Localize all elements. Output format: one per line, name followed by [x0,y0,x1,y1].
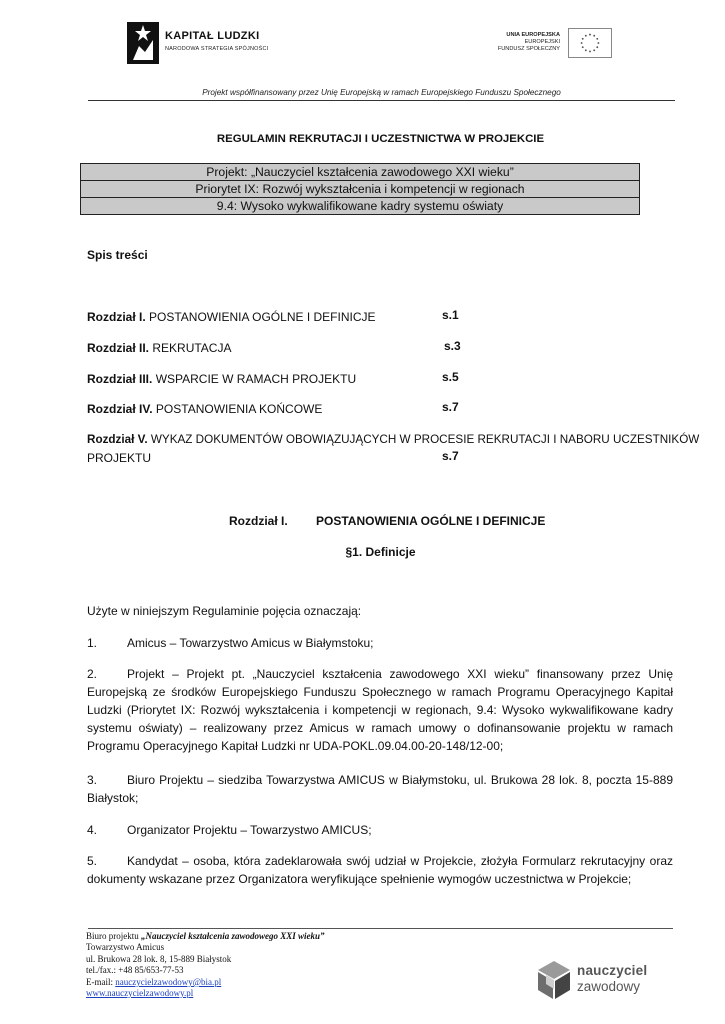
toc-label: Rozdział II. [87,341,150,355]
chapter-label: Rozdział I. [229,514,288,528]
document-title: REGULAMIN REKRUTACJI I UCZESTNICTWA W PROJEKCIE [216,133,545,145]
toc-page-3: s.5 [442,370,459,384]
chapter-title: POSTANOWIENIA OGÓLNE I DEFINICJE [316,514,546,528]
nauczyciel-zawodowy-logo [535,957,675,1003]
toc-entry-2 [87,339,231,357]
toc-entry-1 [87,308,376,326]
logo-line-1: nauczyciel [577,963,648,978]
definition-text: Kandydat – osoba, która zadeklarowała swój udział w Projekcie, złożyła Formularz rekrutacyjny oraz dokumenty wskazane przez Organizatora weryfikujące spełnienie wymogów uczestnictwa w Projekcie; [87,854,673,886]
definition-number: 2. [87,667,98,681]
kapital-ludzki-subtitle: NARODOWA STRATEGIA SPÓJNOŚCI [165,46,269,52]
definition-text: Biuro Projektu – siedziba Towarzystwa AMICUS w Białymstoku, ul. Brukowa 28 lok. 8, poczta 15-889 Białystok; [87,773,673,805]
footer-address: ul. Brukowa 28 lok. 8, 15-889 Białystok [86,954,232,964]
footer-email-link[interactable]: nauczycielzawodowy@bia.pl [115,977,222,987]
definitions-intro: Użyte w niniejszym Regulaminie pojęcia oznaczają: [87,604,362,618]
definition-text: Projekt – Projekt pt. „Nauczyciel kształcenia zawodowego XXI wieku” finansowany przez Unię Europejską ze środków Europejskiego Funduszu Społecznego w ramach Programu Operacyjnego Kapitał Ludzki (Priorytet IX: Rozwój wykształcenia i kompetencji w regionach, 9.4: Wysoko wykwalifikowane kadry systemu oświaty) – realizowany przez Amicus w ramach umowy o dofinansowanie projektu w ramach Programu Operacyjnego Kapitał Ludzki nr UDA-POKL.09.04.00-20-148/12-00; [87,667,673,753]
eu-line-1: UNIA EUROPEJSKA [506,32,560,38]
eu-line-3: FUNDUSZ SPOŁECZNY [497,46,560,52]
project-info-table [80,163,640,215]
footer-email-line [86,977,221,988]
toc-page-4: s.7 [442,400,459,414]
footer-phone: tel./fax.: +48 85/653-77-53 [86,965,184,975]
toc-entry-3 [87,370,356,388]
definition-number: 1. [87,636,98,650]
measure-cell: 9.4: Wysoko wykwalifikowane kadry systemu oświaty [81,198,640,215]
toc-title: REKRUTACJA [152,341,232,355]
definition-text: Amicus – Towarzystwo Amicus w Białymstoku; [127,636,374,650]
definition-number: 4. [87,823,98,837]
toc-label: Rozdział I. [87,310,146,324]
toc-entry-5 [87,431,699,449]
toc-title: POSTANOWIENIA OGÓLNE I DEFINICJE [149,310,376,324]
toc-label: Rozdział IV. [87,402,153,416]
logo-line-2: zawodowy [577,979,641,994]
toc-title: WSPARCIE W RAMACH PROJEKTU [155,372,357,386]
project-name-cell: Projekt: „Nauczyciel kształcenia zawodowego XXI wieku” [81,164,640,181]
eu-line-2: EUROPEJSKI [524,39,560,45]
toc-heading: Spis treści [87,248,148,262]
table-row [81,198,640,215]
table-row [81,181,640,198]
table-row [81,164,640,181]
eu-logo [497,28,612,62]
toc-page-5: s.7 [442,449,459,463]
definition-item [87,634,673,652]
footer-website-line [86,988,193,999]
footer-office-line [86,931,325,942]
eu-logo-text [498,32,560,53]
toc-page-2: s.3 [444,339,461,353]
definition-number: 5. [87,854,98,868]
footer-project-name: „Nauczyciel kształcenia zawodowego XXI wieku” [141,931,325,941]
kapital-ludzki-logo [127,22,277,66]
toc-title: POSTANOWIENIA KOŃCOWE [155,402,323,416]
footer-email-prefix: E-mail: [86,977,116,987]
toc-label: Rozdział III. [87,372,153,386]
kapital-ludzki-title: KAPITAŁ LUDZKI [165,30,260,42]
cube-logo-icon [535,959,573,1001]
footer-org: Towarzystwo Amicus [86,942,165,952]
toc-title: WYKAZ DOKUMENTÓW OBOWIĄZUJĄCYCH W PROCESIE REKRUTACJI I NABORU UCZESTNIKÓW [150,433,700,446]
definition-item [87,852,673,888]
footer-office-prefix: Biuro projektu [86,931,141,941]
priority-cell: Priorytet IX: Rozwój wykształcenia i kompetencji w regionach [81,181,640,198]
toc-entry-4 [87,400,322,418]
kapital-ludzki-emblem-icon [127,22,159,64]
definition-item [87,771,673,807]
definition-text: Organizator Projektu – Towarzystwo AMICUS; [127,823,372,837]
definition-item [87,665,673,755]
toc-entry-5-cont: PROJEKTU [87,451,152,465]
footer-website-link[interactable]: www.nauczycielzawodowy.pl [86,988,194,998]
cofinance-note: Projekt współfinansowany przez Unię Europejską w ramach Europejskiego Funduszu Społecznego [202,88,561,97]
definition-number: 3. [87,773,98,787]
toc-page-1: s.1 [442,308,459,322]
toc-label: Rozdział V. [87,433,148,446]
footer-divider [88,928,673,929]
section-title: §1. Definicje [345,545,416,559]
header-divider [88,100,675,101]
eu-flag-icon [568,28,612,58]
definition-item [87,821,673,839]
